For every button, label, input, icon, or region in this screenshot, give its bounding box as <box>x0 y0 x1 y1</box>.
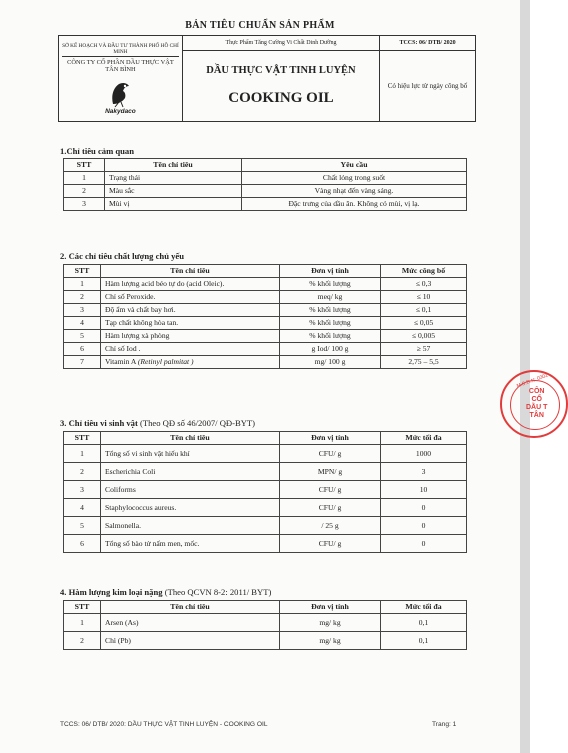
table-row <box>64 517 467 535</box>
table-cell: % khối lượng <box>280 330 381 343</box>
document-title: BẢN TIÊU CHUẨN SẢN PHẨM <box>185 20 335 31</box>
stamp-line: CỔ <box>531 396 542 403</box>
col-header: STT <box>64 432 101 445</box>
col-header: Yêu cầu <box>242 159 467 172</box>
col-header: Đơn vị tính <box>280 601 381 614</box>
col-header: STT <box>64 601 101 614</box>
table-cell: Màu sắc <box>105 185 242 198</box>
table-cell: ≤ 0,3 <box>381 278 467 291</box>
table-cell: ≥ 57 <box>381 343 467 356</box>
table-cell: Salmonella. <box>101 517 280 535</box>
footer-page-number: Trang: 1 <box>432 721 457 728</box>
table-cell: CFU/ g <box>280 445 381 463</box>
section-3-label: 3. Chỉ tiêu vi sinh vật <box>60 418 138 428</box>
col-header: Mức công bố <box>381 265 467 278</box>
table-cell: 3 <box>64 304 101 317</box>
table-cell: Coliforms <box>101 481 280 499</box>
table-cell: 0,1 <box>381 614 467 632</box>
table-cell: ≤ 0,1 <box>381 304 467 317</box>
col-header: STT <box>64 159 105 172</box>
effective-date-cell: Có hiệu lực từ ngày công bố <box>380 51 476 122</box>
table-cell: 3 <box>64 481 101 499</box>
table-cell: CFU/ g <box>280 499 381 517</box>
stamp-line: TÂN <box>529 412 544 419</box>
table-cell: Tổng số bào tử nấm men, mốc. <box>101 535 280 553</box>
col-header: Đơn vị tính <box>280 432 381 445</box>
table-cell: 6 <box>64 343 101 356</box>
table-row <box>64 330 467 343</box>
table-cell: 1 <box>64 614 101 632</box>
microbiology-table <box>63 431 467 553</box>
table-cell: % khối lượng <box>280 304 381 317</box>
table-cell: 5 <box>64 330 101 343</box>
code-cell: TCCS: 06/ DTB/ 2020 <box>380 36 476 51</box>
table-cell: 2 <box>64 463 101 481</box>
col-header: Tên chỉ tiêu <box>101 601 280 614</box>
vitamin-note: (Retinyl palmitat ) <box>137 357 194 366</box>
table-cell: 2 <box>64 632 101 650</box>
authority-name: SỞ KẾ HOẠCH VÀ ĐẦU TƯ THÀNH PHỐ HỒ CHÍ MINH <box>62 42 179 55</box>
col-header: Tên chỉ tiêu <box>101 432 280 445</box>
header-table <box>58 35 476 122</box>
table-row <box>64 278 467 291</box>
col-header: Tên chỉ tiêu <box>101 265 280 278</box>
table-row <box>64 463 467 481</box>
table-cell: 0 <box>381 517 467 535</box>
table-cell: Hàm lượng xà phòng <box>101 330 280 343</box>
table-cell: Hàm lượng acid béo tự do (acid Oleic). <box>101 278 280 291</box>
table-cell: 2 <box>64 185 105 198</box>
table-row <box>64 535 467 553</box>
section-4-title <box>60 587 271 597</box>
table-cell: 1 <box>64 278 101 291</box>
section-1-title: 1.Chỉ tiêu cảm quan <box>60 146 135 156</box>
stamp-ring-text: M.S.D.N: 0302 <box>515 372 549 390</box>
col-header: Tên chỉ tiêu <box>105 159 242 172</box>
table-cell: Chất lỏng trong suốt <box>242 172 467 185</box>
table-cell: Arsen (As) <box>101 614 280 632</box>
table-cell: 2,75 – 5,5 <box>381 356 467 369</box>
table-cell: CFU/ g <box>280 481 381 499</box>
table-cell: mg/ kg <box>280 614 381 632</box>
col-header: Mức tối đa <box>381 601 467 614</box>
table-row <box>64 291 467 304</box>
table-cell: 1 <box>64 172 105 185</box>
table-cell: mg/ kg <box>280 632 381 650</box>
table-cell: Vàng nhạt đến vàng sáng. <box>242 185 467 198</box>
table-cell: 0,1 <box>381 632 467 650</box>
col-header: STT <box>64 265 101 278</box>
table-cell <box>101 356 280 369</box>
stamp-text <box>526 388 547 420</box>
table-cell: 1000 <box>381 445 467 463</box>
brand-name: Nakydaco <box>105 107 136 115</box>
table-cell: Chỉ số Iod . <box>101 343 280 356</box>
table-row <box>64 304 467 317</box>
sensory-table <box>63 158 467 211</box>
table-row <box>64 614 467 632</box>
table-cell: Đặc trưng của dầu ăn. Không có mùi, vị lạ. <box>242 198 467 211</box>
company-stamp <box>500 370 568 438</box>
table-cell: 4 <box>64 499 101 517</box>
table-cell: Staphylococcus aureus. <box>101 499 280 517</box>
table-row <box>64 481 467 499</box>
table-cell: ≤ 10 <box>381 291 467 304</box>
table-row <box>64 172 467 185</box>
table-row <box>64 317 467 330</box>
table-cell: % khối lượng <box>280 317 381 330</box>
table-cell: Độ ẩm và chất bay hơi. <box>101 304 280 317</box>
section-3-reference: (Theo QĐ số 46/2007/ QĐ-BYT) <box>140 418 256 428</box>
product-cell <box>182 51 379 122</box>
company-cell <box>59 36 183 122</box>
vitamin-label: Vitamin A <box>105 357 136 366</box>
company-name: CÔNG TY CỔ PHẦN DẦU THỰC VẬT TÂN BÌNH <box>67 58 174 73</box>
table-row <box>64 632 467 650</box>
stamp-line: CÔN <box>528 388 545 395</box>
table-cell: meq/ kg <box>280 291 381 304</box>
table-cell: Escherichia Coli <box>101 463 280 481</box>
table-cell: ≤ 0,005 <box>381 330 467 343</box>
table-cell: ≤ 0,05 <box>381 317 467 330</box>
table-cell: 7 <box>64 356 101 369</box>
table-cell: / 25 g <box>280 517 381 535</box>
table-cell: CFU/ g <box>280 535 381 553</box>
table-cell: 5 <box>64 517 101 535</box>
heavy-metal-table <box>63 600 467 650</box>
table-cell: Mùi vị <box>105 198 242 211</box>
section-4-reference: (Theo QCVN 8-2: 2011/ BYT) <box>164 587 272 597</box>
table-cell: MPN/ g <box>280 463 381 481</box>
company-logo-icon <box>99 78 141 108</box>
stamp-line: DẦU T <box>526 404 548 411</box>
quality-table <box>63 264 467 369</box>
product-name-en: COOKING OIL <box>228 90 334 106</box>
table-cell: 0 <box>381 499 467 517</box>
product-name-vn: DẦU THỰC VẬT TINH LUYỆN <box>206 65 356 76</box>
section-2-title: 2. Các chỉ tiêu chất lượng chủ yếu <box>60 251 185 261</box>
table-cell: 2 <box>64 291 101 304</box>
table-cell: Trạng thái <box>105 172 242 185</box>
table-cell: 4 <box>64 317 101 330</box>
category-cell: Thực Phẩm Tăng Cường Vi Chất Dinh Dưỡng <box>182 36 379 51</box>
footer-doc-code: TCCS: 06/ DTB/ 2020: DẦU THỰC VẬT TINH LUYỆN - COOKING OIL <box>60 721 268 728</box>
table-cell: Tạp chất không hòa tan. <box>101 317 280 330</box>
table-row <box>64 356 467 369</box>
table-cell: 3 <box>381 463 467 481</box>
col-header: Đơn vị tính <box>280 265 381 278</box>
table-cell: 6 <box>64 535 101 553</box>
table-row <box>64 185 467 198</box>
table-row <box>64 499 467 517</box>
table-cell: 3 <box>64 198 105 211</box>
table-cell: Chỉ số Peroxide. <box>101 291 280 304</box>
section-4-label: 4. Hàm lượng kim loại nặng <box>60 587 163 597</box>
table-row <box>64 198 467 211</box>
table-cell: Tổng số vi sinh vật hiếu khí <box>101 445 280 463</box>
table-cell: % khối lượng <box>280 278 381 291</box>
table-cell: 10 <box>381 481 467 499</box>
table-cell: g Iod/ 100 g <box>280 343 381 356</box>
table-cell: mg/ 100 g <box>280 356 381 369</box>
table-cell: Chì (Pb) <box>101 632 280 650</box>
table-cell: 1 <box>64 445 101 463</box>
section-3-title <box>60 418 255 428</box>
table-row <box>64 343 467 356</box>
col-header: Mức tối đa <box>381 432 467 445</box>
table-row <box>64 445 467 463</box>
table-cell: 0 <box>381 535 467 553</box>
